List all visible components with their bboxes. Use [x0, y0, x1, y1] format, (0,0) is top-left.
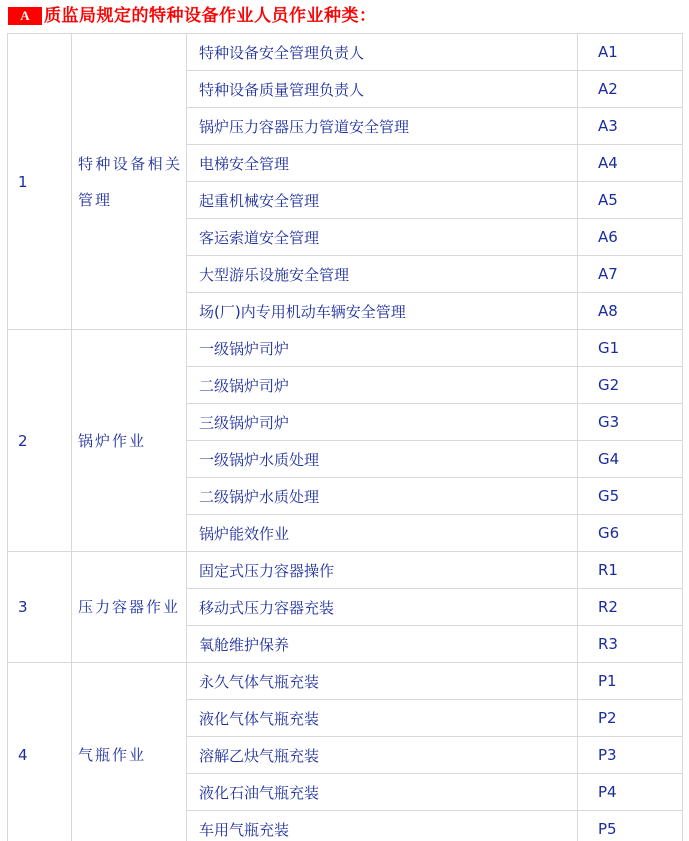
section-category-cell: 气瓶作业: [72, 663, 187, 841]
job-name-cell: 车用气瓶充装: [187, 811, 578, 841]
page-title: 质监局规定的特种设备作业人员作业种类：: [44, 6, 377, 26]
job-code-cell: G4: [578, 441, 683, 478]
section-number-cell: 1: [8, 34, 72, 330]
job-name-cell: 大型游乐设施安全管理: [187, 256, 578, 293]
job-code-cell: G3: [578, 404, 683, 441]
job-code-cell: G5: [578, 478, 683, 515]
table-row: [8, 330, 683, 367]
job-code-cell: P5: [578, 811, 683, 841]
job-code-cell: P2: [578, 700, 683, 737]
job-code-cell: G1: [578, 330, 683, 367]
job-code-cell: G2: [578, 367, 683, 404]
job-name-cell: 液化气体气瓶充装: [187, 700, 578, 737]
job-code-cell: A3: [578, 108, 683, 145]
job-name-cell: 客运索道安全管理: [187, 219, 578, 256]
job-code-cell: R3: [578, 626, 683, 663]
job-name-cell: 固定式压力容器操作: [187, 552, 578, 589]
job-name-cell: 场(厂)内专用机动车辆安全管理: [187, 293, 578, 330]
job-code-cell: P3: [578, 737, 683, 774]
job-name-cell: 起重机械安全管理: [187, 182, 578, 219]
job-name-cell: 电梯安全管理: [187, 145, 578, 182]
job-code-cell: P4: [578, 774, 683, 811]
job-name-cell: 锅炉压力容器压力管道安全管理: [187, 108, 578, 145]
job-code-cell: A2: [578, 71, 683, 108]
section-category-cell: 锅炉作业: [72, 330, 187, 552]
job-name-cell: 锅炉能效作业: [187, 515, 578, 552]
job-name-cell: 二级锅炉司炉: [187, 367, 578, 404]
job-name-cell: 永久气体气瓶充装: [187, 663, 578, 700]
section-badge: A: [8, 7, 42, 25]
section-number-cell: 4: [8, 663, 72, 841]
section-category-cell: 特种设备相关管理: [72, 34, 187, 330]
job-code-cell: R2: [578, 589, 683, 626]
section-number-cell: 3: [8, 552, 72, 663]
job-name-cell: 一级锅炉水质处理: [187, 441, 578, 478]
job-name-cell: 特种设备质量管理负责人: [187, 71, 578, 108]
job-code-cell: A1: [578, 34, 683, 71]
job-code-cell: A6: [578, 219, 683, 256]
job-name-cell: 氧舱维护保养: [187, 626, 578, 663]
job-name-cell: 溶解乙炔气瓶充装: [187, 737, 578, 774]
job-name-cell: 液化石油气瓶充装: [187, 774, 578, 811]
table-row: [8, 34, 683, 71]
job-name-cell: 特种设备安全管理负责人: [187, 34, 578, 71]
job-name-cell: 三级锅炉司炉: [187, 404, 578, 441]
job-name-cell: 一级锅炉司炉: [187, 330, 578, 367]
section-header: [8, 7, 377, 25]
job-code-cell: R1: [578, 552, 683, 589]
section-number-cell: 2: [8, 330, 72, 552]
job-name-cell: 移动式压力容器充装: [187, 589, 578, 626]
job-code-cell: G6: [578, 515, 683, 552]
job-code-cell: P1: [578, 663, 683, 700]
job-code-cell: A4: [578, 145, 683, 182]
job-code-cell: A7: [578, 256, 683, 293]
job-name-cell: 二级锅炉水质处理: [187, 478, 578, 515]
table-row: [8, 552, 683, 589]
job-categories-table: [7, 33, 683, 841]
table-row: [8, 663, 683, 700]
section-category-cell: 压力容器作业: [72, 552, 187, 663]
job-code-cell: A8: [578, 293, 683, 330]
job-code-cell: A5: [578, 182, 683, 219]
